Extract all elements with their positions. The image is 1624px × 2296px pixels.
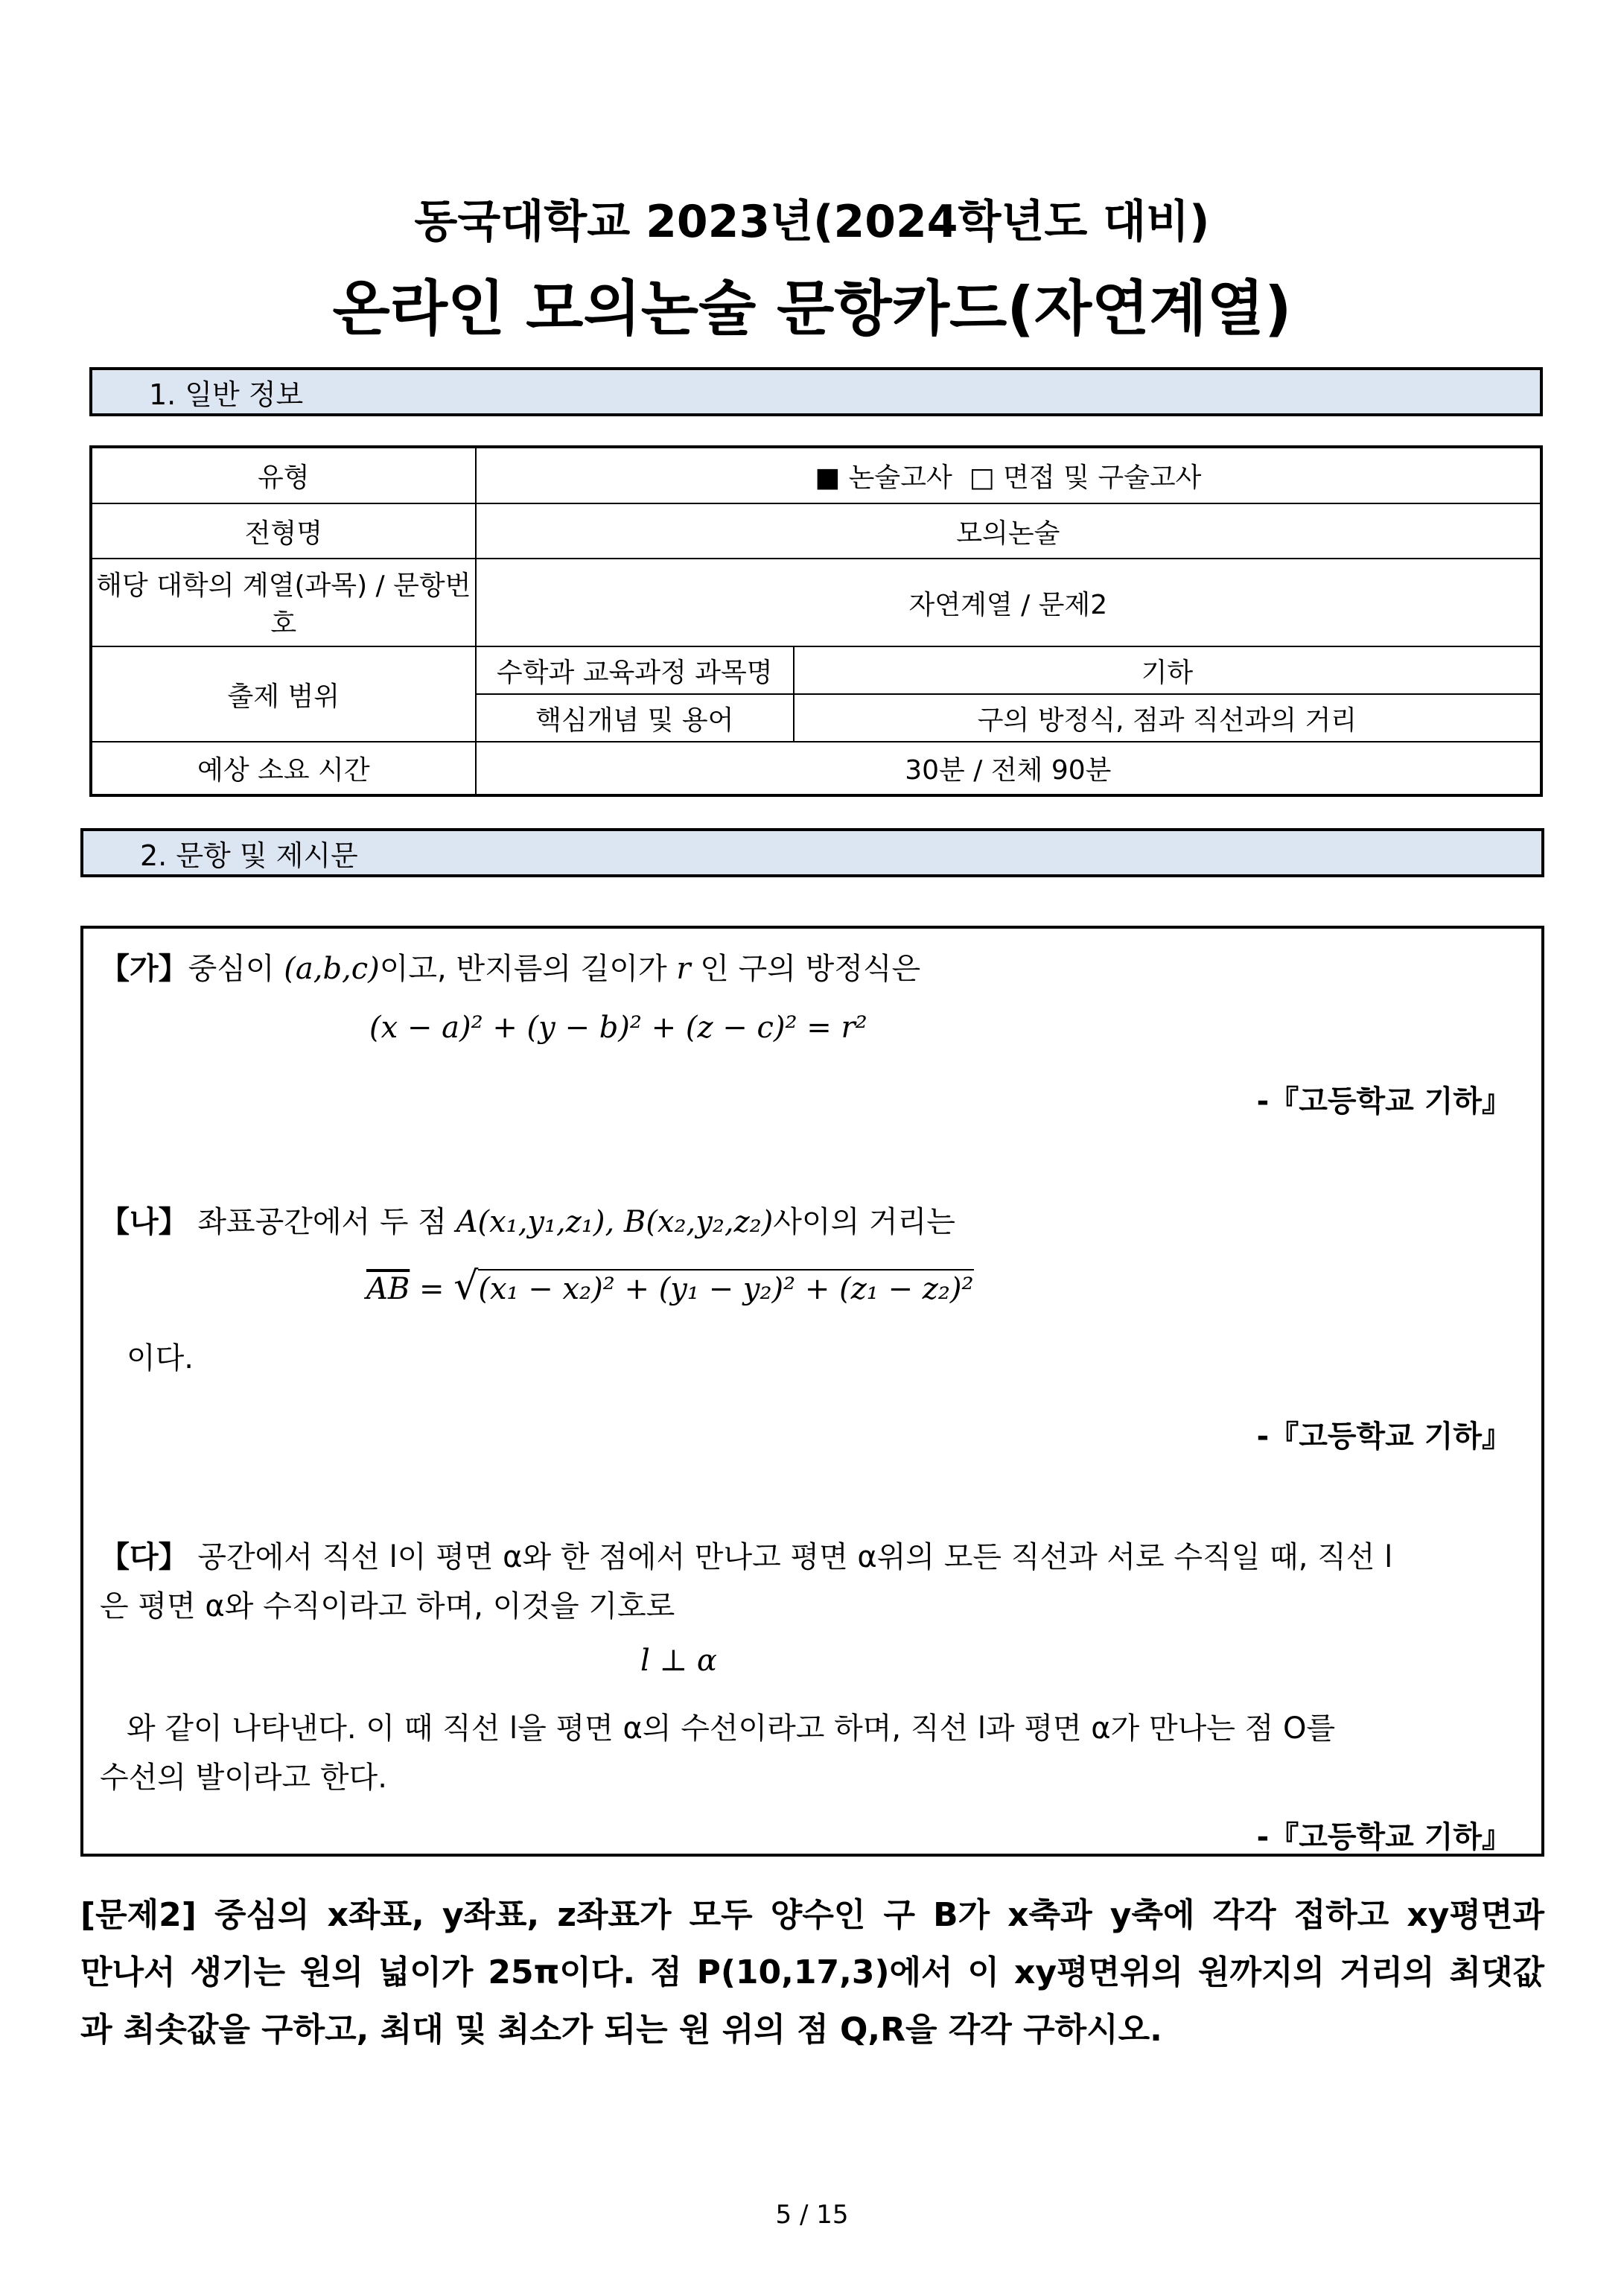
passage-da-line4: 수선의 발이라고 한다.: [100, 1761, 387, 1795]
row-time: [91, 742, 1541, 795]
passage-box: [80, 926, 1544, 1857]
section1-label: 1. 일반 정보: [149, 378, 304, 411]
name-value: 모의논술: [476, 503, 1541, 559]
course-value: 기하: [794, 646, 1541, 694]
dept-label: 해당 대학의 계열(과목) / 문항번호: [91, 559, 476, 646]
scope-label: 출제 범위: [91, 646, 476, 742]
type-label: 유형: [91, 447, 476, 503]
passage-na-line: [100, 1198, 955, 1241]
passage-na-points: A(x₁,y₁,z₁), B(x₂,y₂,z₂): [456, 1205, 774, 1239]
passage-da-symbol: l ⊥ α: [640, 1644, 717, 1678]
section1-bar: [89, 367, 1543, 416]
passage-da-source: -『고등학교 기하』: [1256, 1820, 1512, 1854]
course-label: 수학과 교육과정 과목명: [476, 646, 794, 694]
passage-ga-text-b: 이고, 반지름의 길이가: [379, 952, 677, 986]
info-table: [89, 445, 1543, 797]
row-course: [91, 646, 1541, 694]
problem-line2: 만나서 생기는 원의 넓이가 25π이다. 점 P(10,17,3)에서 이 xy평면위의 원까지의 거리의 최댓값: [80, 1953, 1544, 1991]
passage-ga-text-c: 인 구의 방정식은: [690, 952, 921, 986]
passage-na-text-a: 좌표공간에서 두 점: [188, 1205, 456, 1239]
section2-label: 2. 문항 및 제시문: [140, 839, 358, 872]
header-line1: 동국대학교 2023년(2024학년도 대비): [414, 196, 1210, 248]
time-value: 30분 / 전체 90분: [476, 742, 1541, 795]
passage-ga-tag: 【가】: [100, 952, 188, 986]
passage-na-tag: 【나】: [100, 1205, 188, 1239]
row-type: [91, 447, 1541, 503]
passage-ga-r: r: [676, 952, 691, 986]
time-label: 예상 소요 시간: [91, 742, 476, 795]
concept-label: 핵심개념 및 용어: [476, 694, 794, 742]
dept-value: 자연계열 / 문제2: [476, 559, 1541, 646]
name-label: 전형명: [91, 503, 476, 559]
type-value: ■ 논술고사 □ 면접 및 구술고사: [476, 447, 1541, 503]
section2-bar: [80, 828, 1544, 877]
passage-na-formula: $\overline{AB} = √(x_1 - x_2)^2 + (y_1 - y_2)^2 + (z_1 - z_2)^2$: [366, 1264, 974, 1308]
problem-line1: [문제2] 중심의 x좌표, y좌표, z좌표가 모두 양수인 구 B가 x축과 y축에 각각 접하고 xy평면과: [80, 1896, 1544, 1934]
passage-na-lhs: $\overline{AB}$: [366, 1272, 410, 1306]
header-line2: 온라인 모의논술 문항카드(자연계열): [332, 274, 1292, 343]
passage-na-source: -『고등학교 기하』: [1256, 1419, 1512, 1454]
passage-da-text1: 공간에서 직선 l이 평면 α와 한 점에서 만나고 평면 α위의 모든 직선과 서로 수직일 때, 직선 l: [188, 1540, 1393, 1574]
passage-da-line2: 은 평면 α와 수직이라고 하며, 이것을 기호로: [100, 1589, 675, 1624]
passage-na-after: 이다.: [127, 1341, 194, 1376]
passage-na-rhs: (x₁ − x₂)² + (y₁ − y₂)² + (z₁ − z₂)²: [478, 1269, 973, 1306]
page-number: 5 / 15: [775, 2200, 849, 2230]
problem-line3: 과 최솟값을 구하고, 최대 및 최소가 되는 원 위의 점 Q,R을 각각 구하시오.: [80, 2011, 1162, 2049]
passage-ga-equation: (x − a)² + (y − b)² + (z − c)² = r²: [369, 1011, 867, 1045]
passage-ga-source: -『고등학교 기하』: [1256, 1084, 1512, 1119]
concept-value: 구의 방정식, 점과 직선과의 거리: [794, 694, 1541, 742]
passage-da-tag: 【다】: [100, 1540, 188, 1574]
row-name: [91, 503, 1541, 559]
passage-da-line3: 와 같이 나타낸다. 이 때 직선 l을 평면 α의 수선이라고 하며, 직선 l과 평면 α가 만나는 점 O를: [127, 1711, 1336, 1746]
passage-ga-center: (a,b,c): [284, 952, 380, 986]
passage-na-text-b: 사이의 거리는: [773, 1205, 955, 1239]
row-dept: [91, 559, 1541, 646]
sqrt-icon: √: [453, 1264, 479, 1308]
passage-ga-line: [100, 945, 920, 988]
passage-da-line1: [100, 1533, 1392, 1576]
passage-ga-text-a: 중심이: [188, 952, 284, 986]
